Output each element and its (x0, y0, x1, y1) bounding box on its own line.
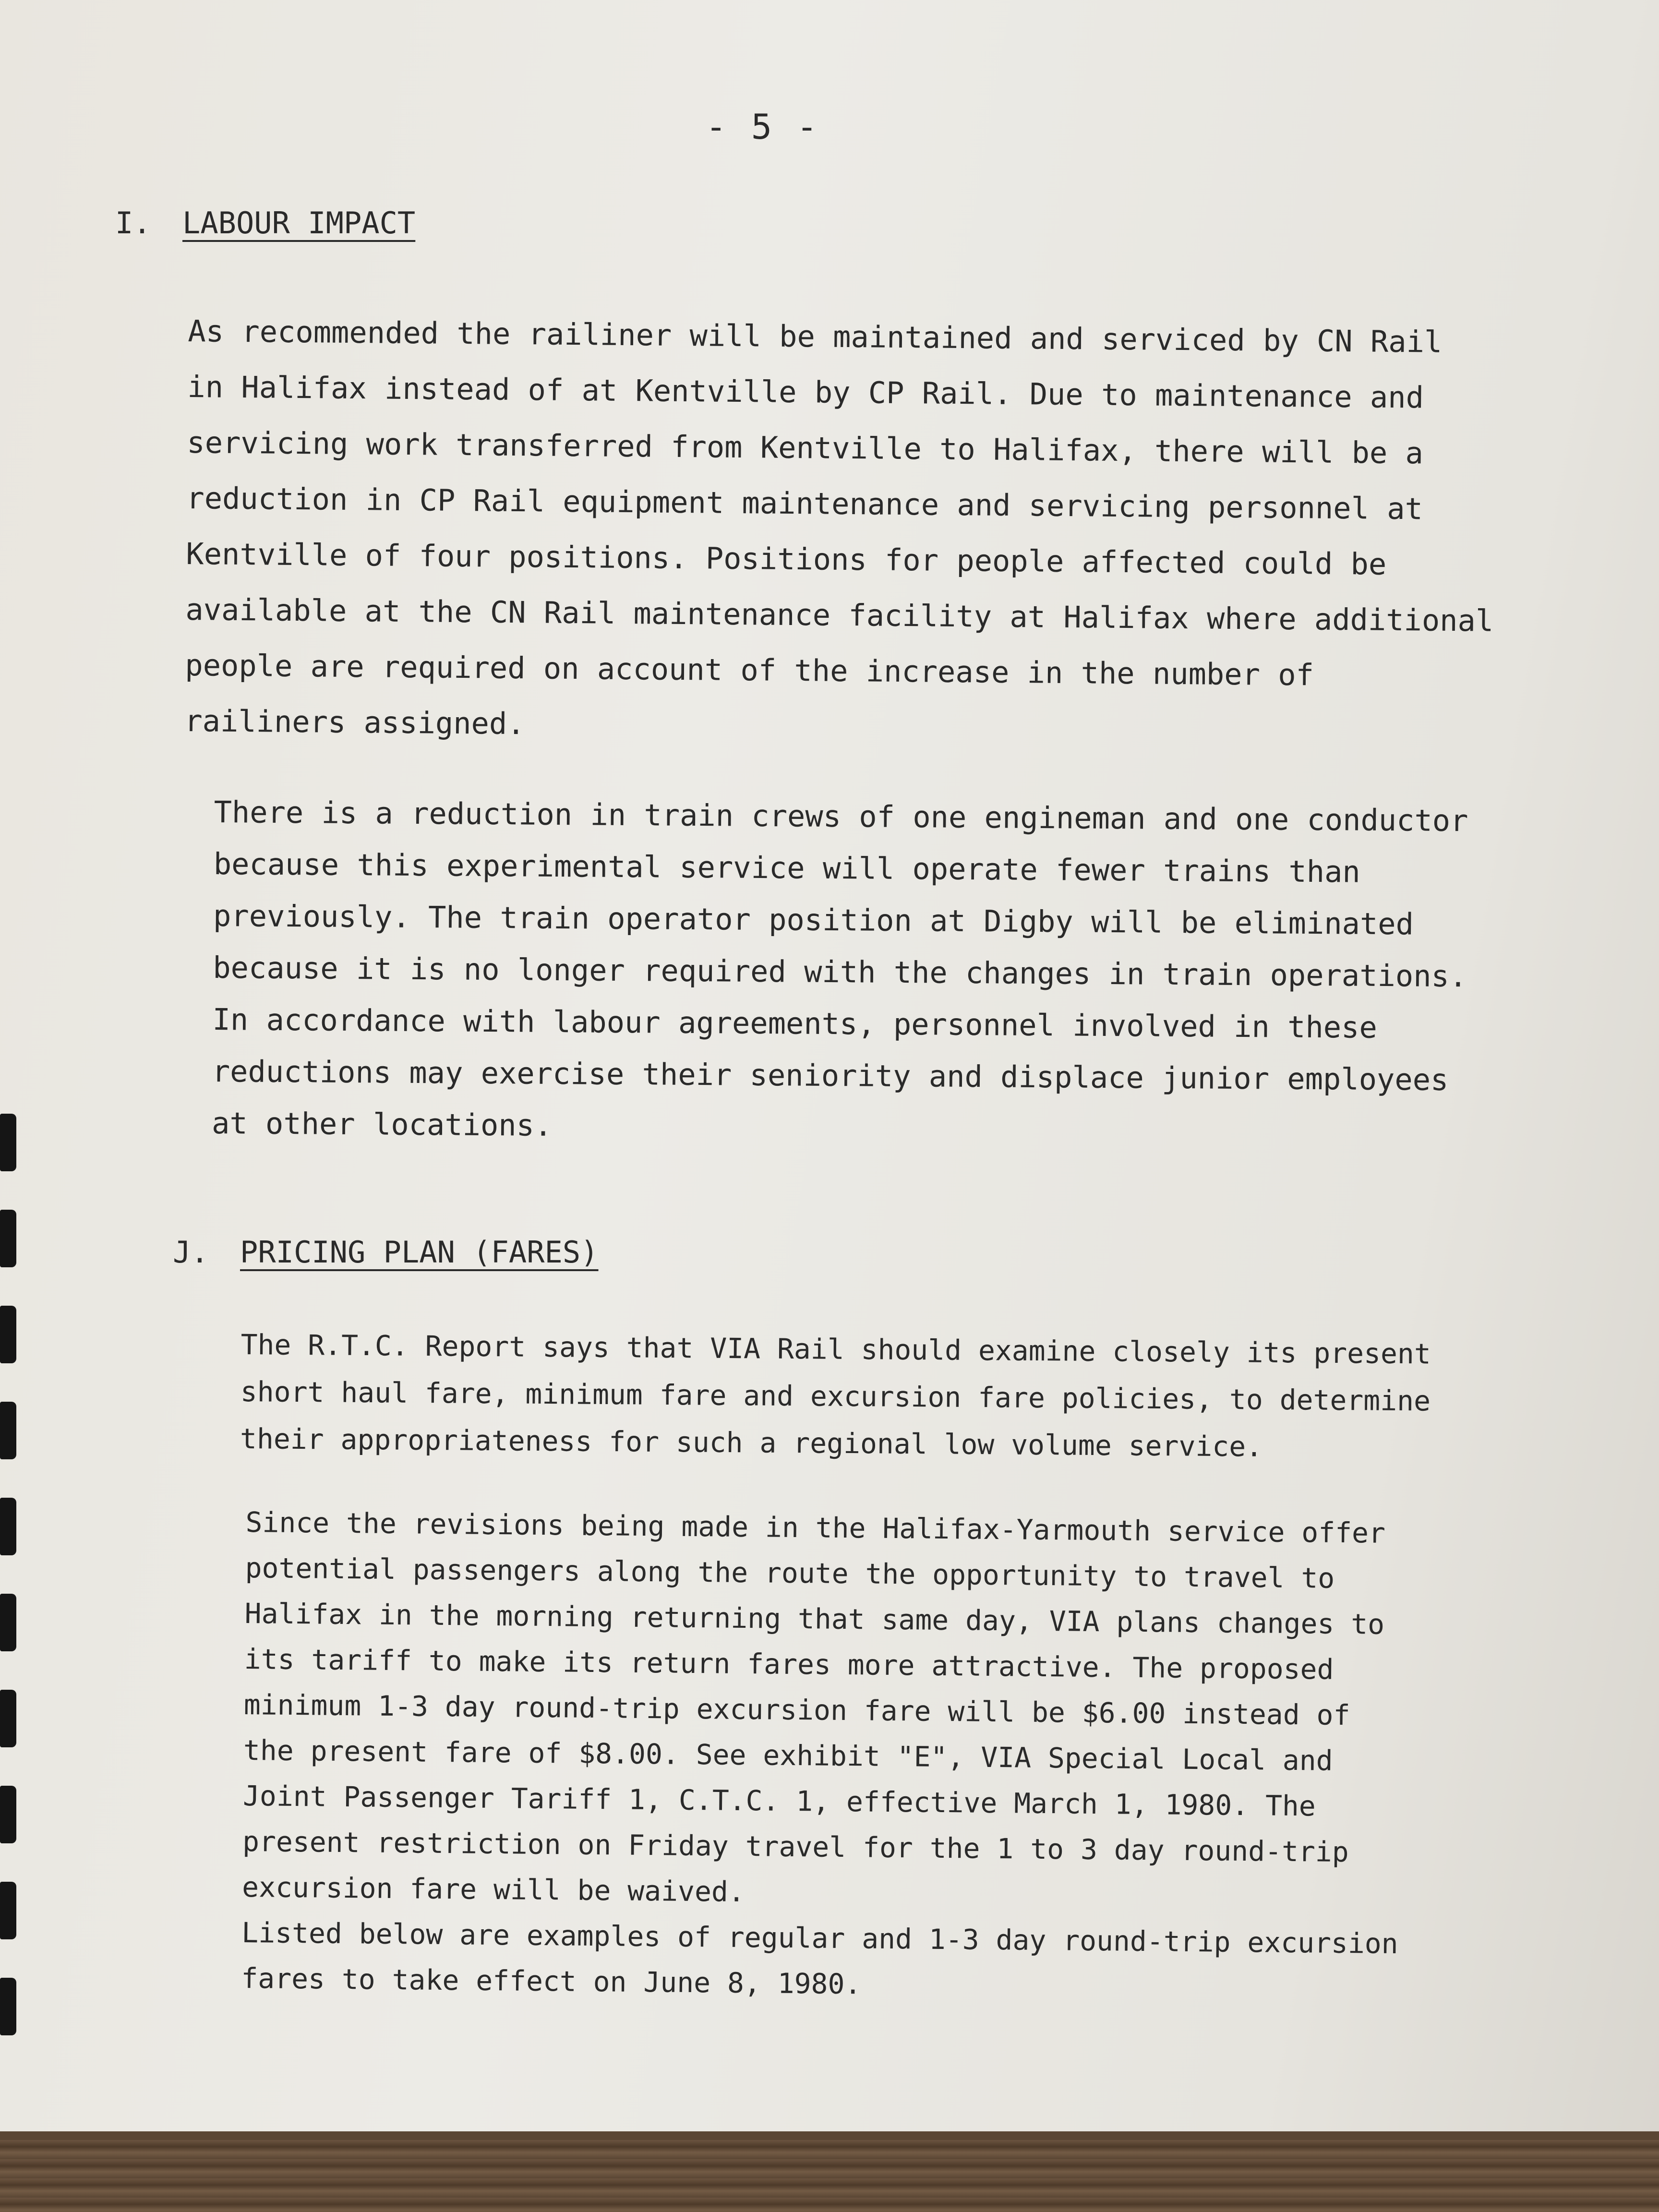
binding-ring (0, 1978, 16, 2035)
binding-ring (0, 1114, 16, 1171)
text-line: because it is no longer required with the changes in train operations. (213, 950, 1467, 994)
section-title: PRICING PLAN (FARES) (240, 1235, 599, 1270)
text-line: present restriction on Friday travel for the 1 to 3 day round-trip (242, 1825, 1349, 1869)
binding-ring (0, 1306, 16, 1363)
paragraph-fare-revisions (241, 1500, 1402, 2012)
page-number: - 5 - (706, 107, 819, 147)
text-line: reduction in CP Rail equipment maintenance and servicing personnel at (186, 480, 1423, 527)
binding-ring (0, 1690, 16, 1747)
text-line: people are required on account of the increase in the number of (185, 647, 1314, 693)
section-heading-labour-impact (115, 205, 415, 240)
text-line: Listed below are examples of regular and 1-3 day round-trip excursion (241, 1916, 1398, 1960)
text-line: in Halifax instead of at Kentville by CP Rail. Due to maintenance and (187, 369, 1424, 415)
text-line: servicing work transferred from Kentville to Halifax, there will be a (187, 424, 1424, 471)
paragraph-labour-crews (212, 786, 1468, 1158)
text-line: short haul fare, minimum fare and excursion fare policies, to determine (240, 1375, 1431, 1418)
section-heading-pricing-plan (173, 1235, 599, 1270)
wooden-table-surface (0, 2140, 1659, 2212)
text-line: previously. The train operator position at Digby will be eliminated (213, 898, 1414, 942)
text-line: In accordance with labour agreements, personnel involved in these (212, 1001, 1378, 1045)
text-line: Since the revisions being made in the Halifax-Yarmouth service offer (245, 1505, 1386, 1550)
text-line: As recommended the railiner will be maintained and serviced by CN Rail (188, 313, 1443, 360)
binding-ring (0, 1498, 16, 1555)
text-line: railiners assigned. (184, 703, 525, 742)
binding-ring (0, 1882, 16, 1939)
text-line: potential passengers along the route the opportunity to travel to (245, 1551, 1335, 1595)
text-line: available at the CN Rail maintenance facility at Halifax where additional (185, 591, 1494, 638)
text-line: fares to take effect on June 8, 1980. (241, 1961, 862, 2001)
binding-ring (0, 1786, 16, 1843)
text-line: The R.T.C. Report says that VIA Rail should examine closely its present (240, 1328, 1431, 1370)
text-line: its tariff to make its return fares more attractive. The proposed (244, 1642, 1334, 1686)
text-line: excursion fare will be waived. (241, 1870, 745, 1909)
paragraph-labour-maintenance (184, 303, 1496, 760)
text-line: their appropriateness for such a regional low volume service. (240, 1422, 1263, 1463)
text-line: the present fare of $8.00. See exhibit "E", VIA Special Local and (243, 1733, 1333, 1777)
text-line: reductions may exercise their seniority and displace junior employees (212, 1053, 1449, 1097)
binding-ring (0, 1210, 16, 1267)
spiral-binding (0, 1056, 43, 2122)
binding-ring (0, 1594, 16, 1651)
section-letter: J. (173, 1235, 209, 1270)
text-line: at other locations. (211, 1105, 553, 1143)
text-line: minimum 1-3 day round-trip excursion fare will be $6.00 instead of (243, 1688, 1350, 1732)
text-line: because this experimental service will operate fewer trains than (213, 846, 1361, 890)
section-title: LABOUR IMPACT (182, 205, 416, 240)
text-line: Kentville of four positions. Positions for people affected could be (186, 536, 1387, 582)
paragraph-rtc-report (240, 1321, 1431, 1471)
text-line: Joint Passenger Tariff 1, C.T.C. 1, effective March 1, 1980. The (242, 1779, 1316, 1823)
text-line: Halifax in the morning returning that same day, VIA plans changes to (244, 1597, 1385, 1641)
binding-ring (0, 1402, 16, 1459)
text-line: There is a reduction in train crews of one engineman and one conductor (214, 794, 1468, 839)
section-letter: I. (115, 205, 151, 240)
